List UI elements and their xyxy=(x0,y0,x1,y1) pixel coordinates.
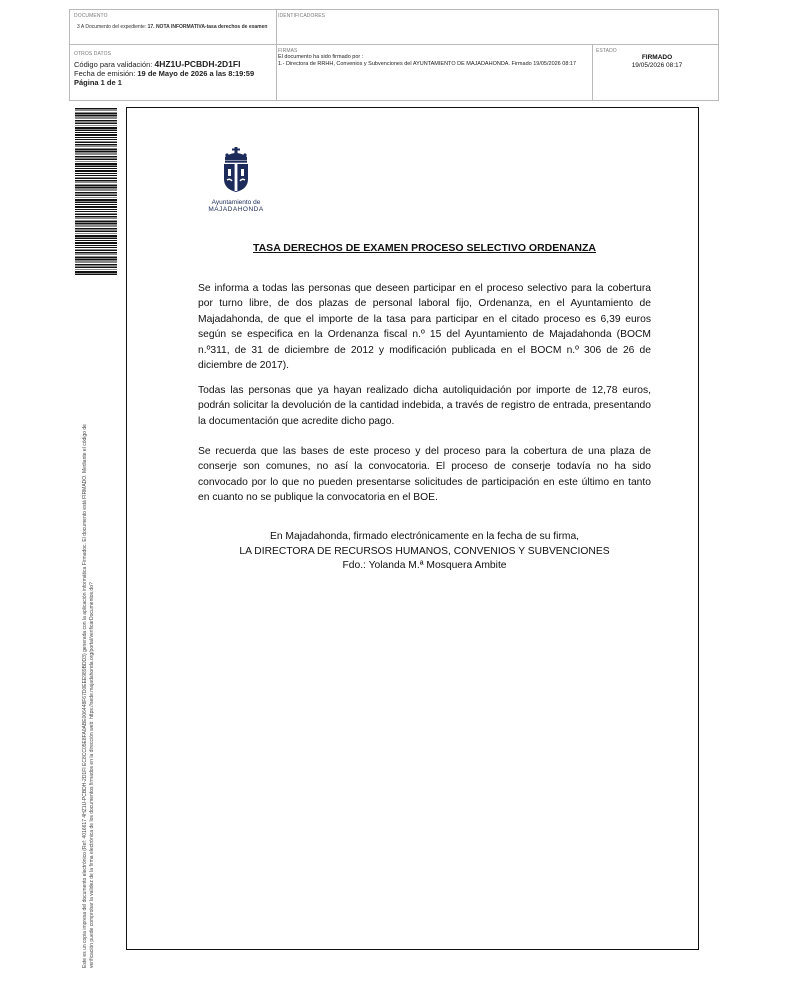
paragraph: Se informa a todas las personas que deseen participar en el proceso selectivo para la cobertura por turno libre, de dos plazas de personal laboral fijo, Ordenanza, en el Ayuntamiento de Majadahonda, de que el importe de la tasa para participar en el citado proceso es 6,39 euros según se especifica en la Ordenanza fiscal n.º 15 del Ayuntamiento de Majadahonda (BOCM n.º311, de 31 de diciembre de 2012 y modificación publicada en el BOCM n.º 306 de 26 de diciembre de 2017). xyxy=(198,283,651,372)
documento-cell xyxy=(74,13,274,43)
validation-code[interactable]: 4HZ1U-PCBDH-2D1FI xyxy=(154,59,241,69)
divider xyxy=(276,10,277,44)
side-text-line1: Este es un copia impresa del documento electrónico (Ref: 4016617 4HZ1U-PCBDH-2D1FI EC8CC05E8FA0ABE006448F67D0EEE989BDD3) generada con la aplicación informática Firmadoc. El documento está FIRMADO. Mediante el código de xyxy=(82,424,88,968)
document-title: TASA DERECHOS DE EXAMEN PROCESO SELECTIVO ORDENANZA xyxy=(252,242,597,254)
firmas-line1: El documento ha sido firmado por : xyxy=(278,54,364,60)
estado-value: FIRMADO xyxy=(641,54,673,61)
documento-prefix: 3 A Documento del expediente: xyxy=(77,24,147,30)
emission-prefix: Fecha de emisión: xyxy=(74,69,136,78)
page-count: Página 1 de 1 xyxy=(74,78,122,87)
divider xyxy=(70,44,718,45)
estado-cell xyxy=(596,48,718,100)
side-text-line2[interactable]: verificación puede comprobar la validez de la firma electrónica de los documentos firmados en la dirección web: https://sede.majadahonda.org/portal/verificarDocumentos.do? xyxy=(89,582,95,968)
identificadores-cell xyxy=(278,13,708,43)
crest-icon xyxy=(219,147,253,193)
verification-side-text xyxy=(82,298,96,968)
emission-date-line xyxy=(74,69,274,78)
validation-code-line xyxy=(74,60,274,69)
identificadores-label: IDENTIFICADORES xyxy=(278,13,326,19)
validation-barcode xyxy=(75,108,117,276)
ayuntamiento-logo xyxy=(203,147,269,217)
page-count-line xyxy=(74,78,274,87)
signature-name: Fdo.: Yolanda M.ª Mosquera Ambite xyxy=(342,560,507,572)
signature-place-line: En Majadahonda, firmado electrónicamente en la fecha de su firma, xyxy=(269,531,580,542)
validation-prefix: Código para validación: xyxy=(74,60,153,69)
paragraph: Todas las personas que ya hayan realizado dicha autoliquidación por importe de 12,78 euros, podrán solicitar la devolución de la cantidad indebida, a través de registro de entrada, presentando la documentación que acredite dicho pago. xyxy=(198,385,651,427)
divider xyxy=(276,45,277,101)
firmas-signer: 1.- Directora de RRHH, Convenios y Subvenciones del AYUNTAMIENTO DE MAJADAHONDA. Firmado 19/05/2026 08:17 xyxy=(278,61,577,67)
firmas-cell xyxy=(278,48,593,100)
firmas-label: FIRMAS xyxy=(278,48,298,54)
documento-value xyxy=(74,24,274,31)
signature-block xyxy=(198,530,651,574)
estado-label: ESTADO xyxy=(596,48,617,54)
otros-datos-label: OTROS DATOS xyxy=(74,51,112,57)
paragraph: Se recuerda que las bases de este proceso y del proceso para la cobertura de una plaza de conserje son comunes, no así la convocatoria. El proceso de conserje todavía no ha sido convocado por lo que no pueden presentarse solicitudes de participación en este último en tanto en cuanto no se publique la convocatoria en el BOE. xyxy=(198,446,651,504)
documento-name: 17. NOTA INFORMATIVA-tasa derechos de examen xyxy=(147,24,268,30)
page-frame xyxy=(126,107,699,950)
otros-datos-cell xyxy=(74,51,274,101)
documento-label: DOCUMENTO xyxy=(74,13,108,19)
document-metadata-header xyxy=(69,9,719,101)
signature-role: LA DIRECTORA DE RECURSOS HUMANOS, CONVENIOS Y SUBVENCIONES xyxy=(239,545,610,557)
logo-caption-majadahonda: MAJADAHONDA xyxy=(208,206,264,213)
estado-date: 19/05/2026 08:17 xyxy=(631,62,683,69)
logo-caption-ayuntamiento: Ayuntamiento de xyxy=(211,199,261,206)
emission-date: 19 de Mayo de 2026 a las 8:19:59 xyxy=(137,69,255,78)
